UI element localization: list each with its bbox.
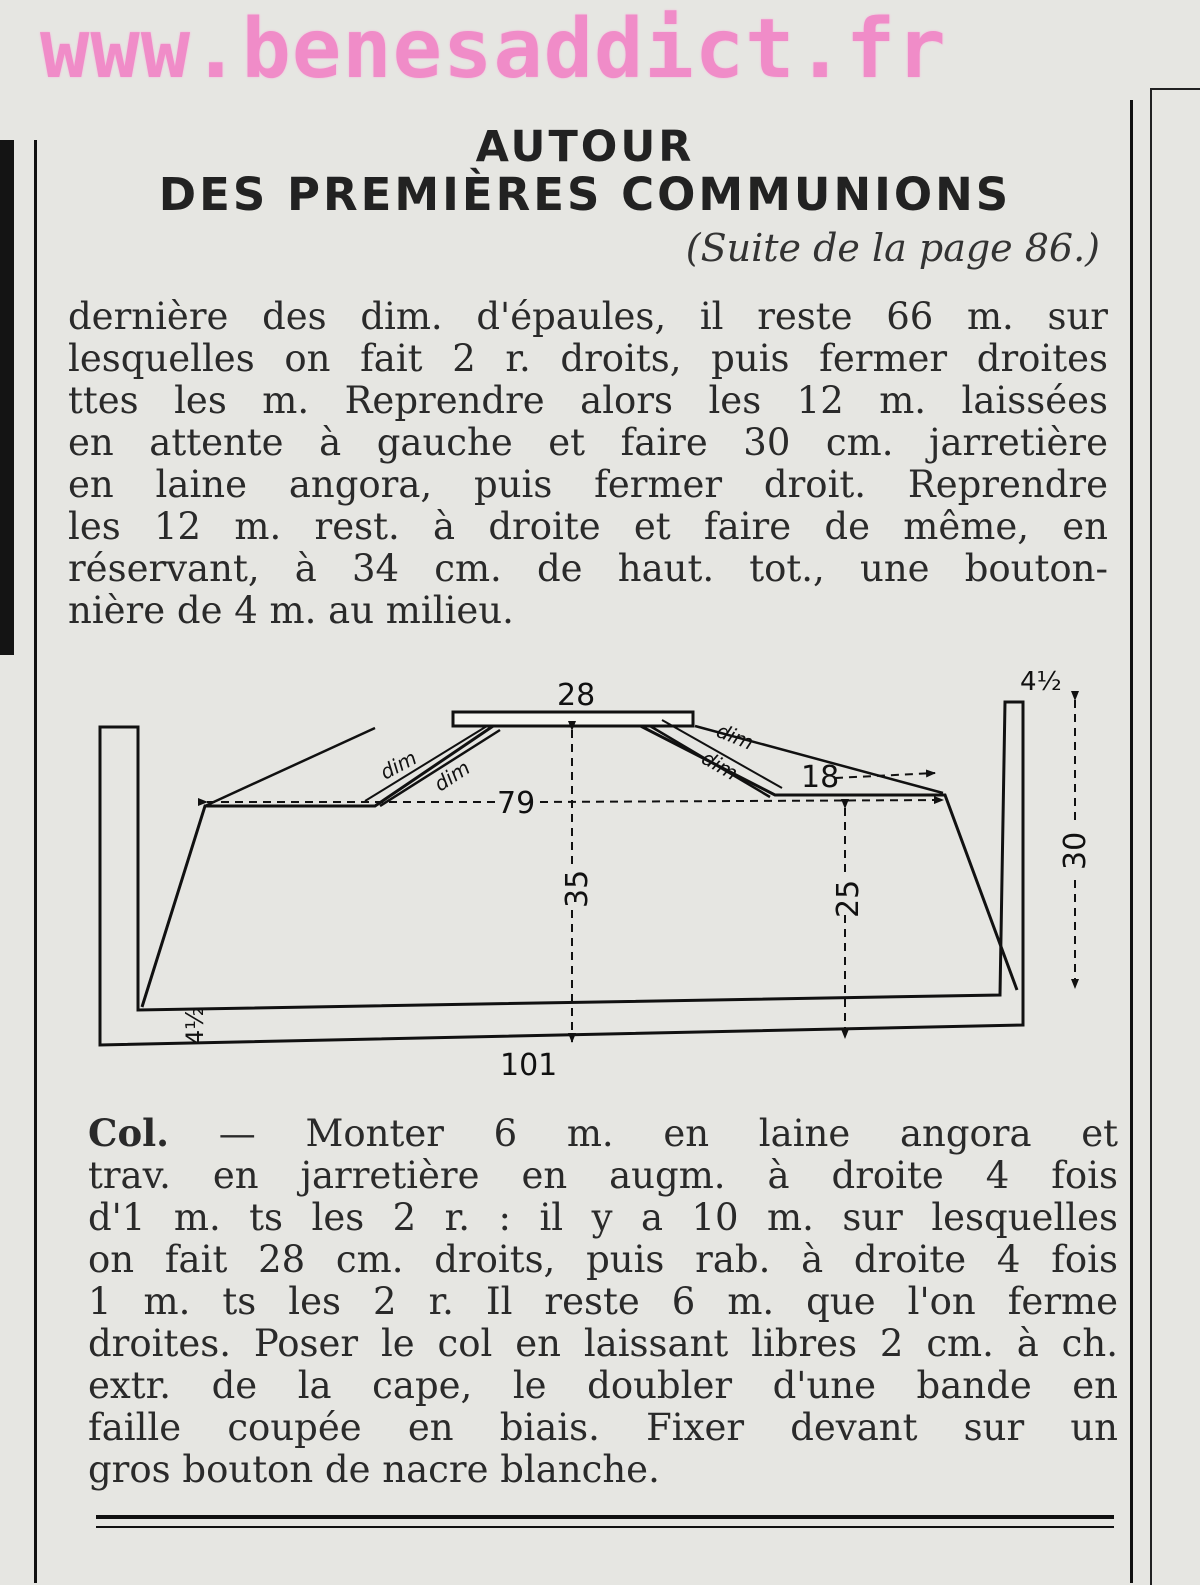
text-line: réservant, à 34 cm. de haut. tot., une bouton- xyxy=(68,547,1108,590)
text-line: d'1 m. ts les 2 r. : il y a 10 m. sur lesquelles xyxy=(88,1196,1118,1239)
text-line: en laine angora, puis fermer droit. Reprendre xyxy=(68,463,1108,506)
column-rule-left xyxy=(34,140,37,1583)
text-line: nière de 4 m. au milieu. xyxy=(68,589,514,632)
article-title-line1: AUTOUR xyxy=(475,122,695,172)
text-line: trav. en jarretière en augm. à droite 4 fois xyxy=(88,1154,1118,1197)
bottom-rule xyxy=(96,1515,1114,1528)
article-title-line2: DES PREMIÈRES COMMUNIONS xyxy=(158,168,1012,221)
label-dim-decrease: dim xyxy=(697,745,743,786)
label-dim-decrease: dim xyxy=(376,745,421,785)
paragraph-instructions xyxy=(68,296,1108,632)
text-line: gros bouton de nacre blanche. xyxy=(88,1448,660,1491)
text-line: lesquelles on fait 2 r. droits, puis fermer droites xyxy=(68,337,1108,380)
paragraph-collar xyxy=(88,1112,1118,1491)
label-span: 79 xyxy=(497,786,536,821)
page-edge-bar xyxy=(0,140,14,655)
watermark-url: www.benesaddict.fr xyxy=(40,2,947,97)
label-top-width: 28 xyxy=(557,678,596,713)
text-line: les 12 m. rest. à droite et faire de même, en xyxy=(68,505,1108,548)
label-side-height: 25 xyxy=(831,879,866,918)
text-fragment: — Monter 6 m. en laine angora et xyxy=(218,1112,1118,1155)
text-line: extr. de la cape, le doubler d'une bande en xyxy=(88,1364,1118,1407)
label-dim-decrease: dim xyxy=(713,718,758,755)
label-band-top: 4½ xyxy=(1020,670,1062,697)
continuation-note: (Suite de la page 86.) xyxy=(685,226,1100,270)
label-band-height: 30 xyxy=(1058,831,1093,870)
text-line: 1 m. ts les 2 r. Il reste 6 m. que l'on ferme xyxy=(88,1280,1118,1323)
text-line: ttes les m. Reprendre alors les 12 m. laissées xyxy=(68,379,1108,422)
column-rule-right xyxy=(1130,100,1133,1583)
next-column-frame xyxy=(1150,88,1200,1585)
label-dim-decrease: dim xyxy=(429,755,475,797)
collar-label: Col. xyxy=(88,1111,170,1155)
dimension-lines xyxy=(207,700,1075,1042)
label-bottom-width: 101 xyxy=(500,1048,558,1083)
text-line: en attente à gauche et faire 30 cm. jarretière xyxy=(68,421,1108,464)
text-line: dernière des dim. d'épaules, il reste 66 m. sur xyxy=(68,295,1108,338)
text-line: faille coupée en biais. Fixer devant sur un xyxy=(88,1406,1118,1449)
label-band-bottom: 4½ xyxy=(181,1006,209,1045)
label-center-height: 35 xyxy=(560,869,595,908)
cape-pattern-diagram xyxy=(95,670,1095,1090)
label-shoulder: 18 xyxy=(801,760,840,795)
text-line: on fait 28 cm. droits, puis rab. à droite 4 fois xyxy=(88,1238,1118,1281)
text-line: droites. Poser le col en laissant libres 2 cm. à ch. xyxy=(88,1322,1118,1365)
text-line xyxy=(88,1112,1118,1155)
